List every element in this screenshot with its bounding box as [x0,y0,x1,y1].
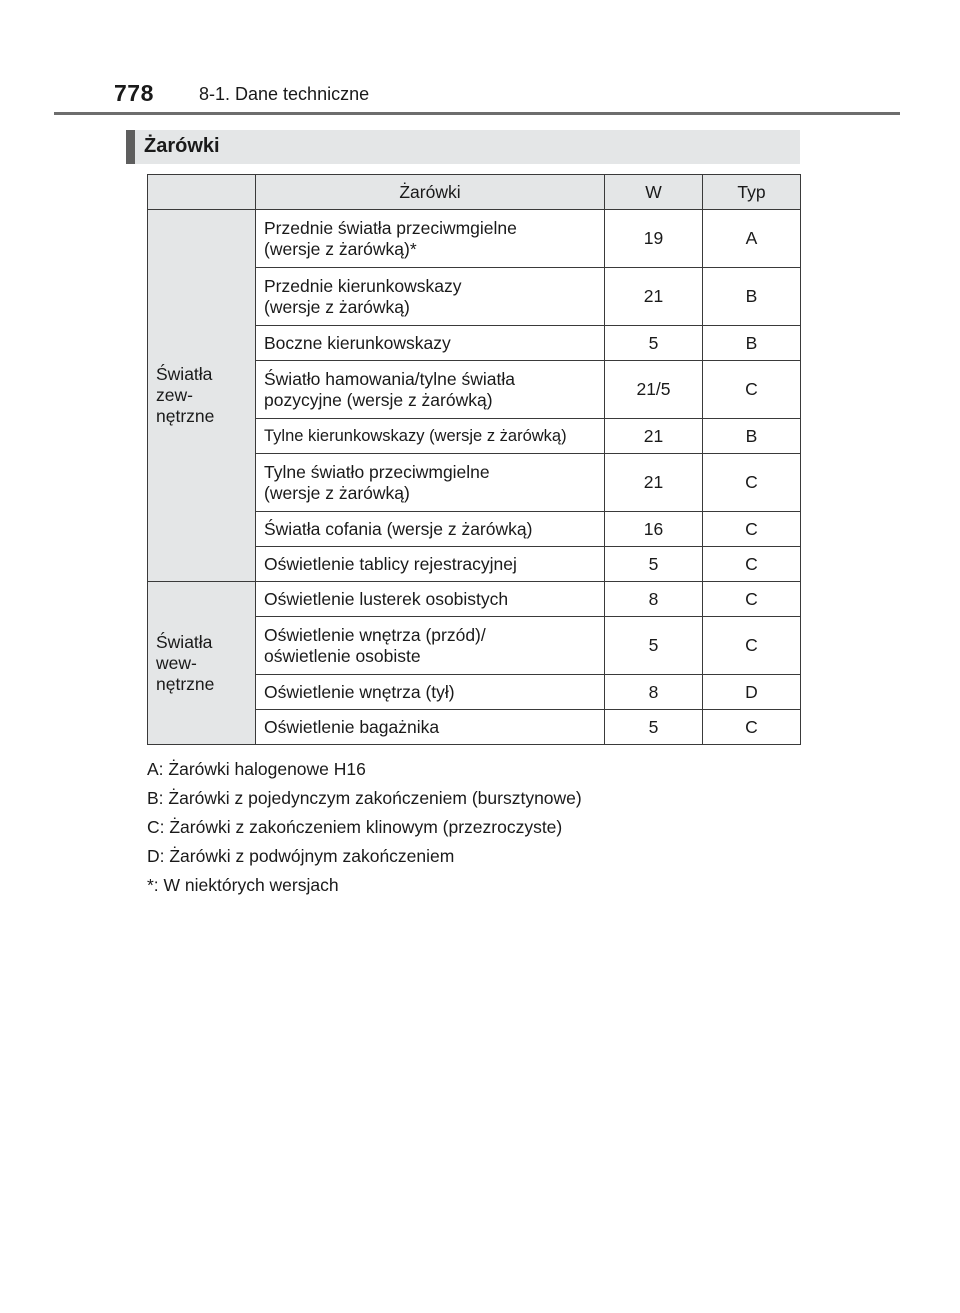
bulb-name: Oświetlenie tablicy rejestracyjnej [256,547,605,582]
bulb-type: D [703,675,801,710]
bulb-type: B [703,326,801,361]
bulb-watt: 5 [605,326,703,361]
bulb-name: Przednie światła przeciwmgielne (wersje z żarówką)* [256,210,605,268]
bulb-type: C [703,617,801,675]
bulb-name: Oświetlenie wnętrza (tył) [256,675,605,710]
bulb-type: C [703,547,801,582]
section-title: Żarówki [144,135,220,157]
note-c: C: Żarówki z zakończeniem klinowym (przezroczyste) [147,817,563,837]
note-b: B: Żarówki z pojedynczym zakończeniem (bursztynowe) [147,788,582,808]
page-header [0,0,960,116]
bulb-watt: 5 [605,617,703,675]
bulb-name: Oświetlenie bagażnika [256,710,605,745]
bulb-table [147,174,801,745]
bulb-watt: 21/5 [605,361,703,419]
bulb-watt: 8 [605,675,703,710]
bulb-type: B [703,268,801,326]
bulb-watt: 5 [605,547,703,582]
bulb-watt: 5 [605,710,703,745]
table-row [148,582,801,617]
header-watt: W [605,175,703,210]
note-d: D: Żarówki z podwójnym zakończeniem [147,846,455,866]
section-heading [126,130,800,164]
bulb-name: Tylne kierunkowskazy (wersje z żarówką) [256,419,605,454]
chapter-title: 8-1. Dane techniczne [199,84,370,104]
section-bar [126,130,135,164]
bulb-name: Oświetlenie lusterek osobistych [256,582,605,617]
note-a: A: Żarówki halogenowe H16 [147,759,366,779]
bulb-watt: 16 [605,512,703,547]
bulb-name: Światła cofania (wersje z żarówką) [256,512,605,547]
note-asterisk: *: W niektórych wersjach [147,875,339,895]
header-bulbs: Żarówki [256,175,605,210]
bulb-name: Przednie kierunkowskazy (wersje z żarówką) [256,268,605,326]
bulb-watt: 21 [605,419,703,454]
bulb-name: Oświetlenie wnętrza (przód)/ oświetlenie osobiste [256,617,605,675]
bulb-name: Boczne kierunkowskazy [256,326,605,361]
bulb-type: C [703,512,801,547]
bulb-name: Tylne światło przeciwmgielne (wersje z żarówką) [256,454,605,512]
table-header-row [148,175,801,210]
group-exterior: Światła zew- nętrzne [148,210,256,582]
bulb-type: C [703,710,801,745]
bulb-watt: 21 [605,454,703,512]
bulb-name: Światło hamowania/tylne światła pozycyjne (wersje z żarówką) [256,361,605,419]
bulb-type: A [703,210,801,268]
bulb-type: C [703,361,801,419]
page-number: 778 [114,80,154,106]
footnotes [147,755,847,900]
bulb-type: B [703,419,801,454]
bulb-watt: 8 [605,582,703,617]
table-row [148,210,801,268]
header-type: Typ [703,175,801,210]
group-interior: Światła wew- nętrzne [148,582,256,745]
header-rule [54,112,900,115]
bulb-type: C [703,454,801,512]
bulb-watt: 19 [605,210,703,268]
bulb-type: C [703,582,801,617]
header-group [148,175,256,210]
bulb-watt: 21 [605,268,703,326]
